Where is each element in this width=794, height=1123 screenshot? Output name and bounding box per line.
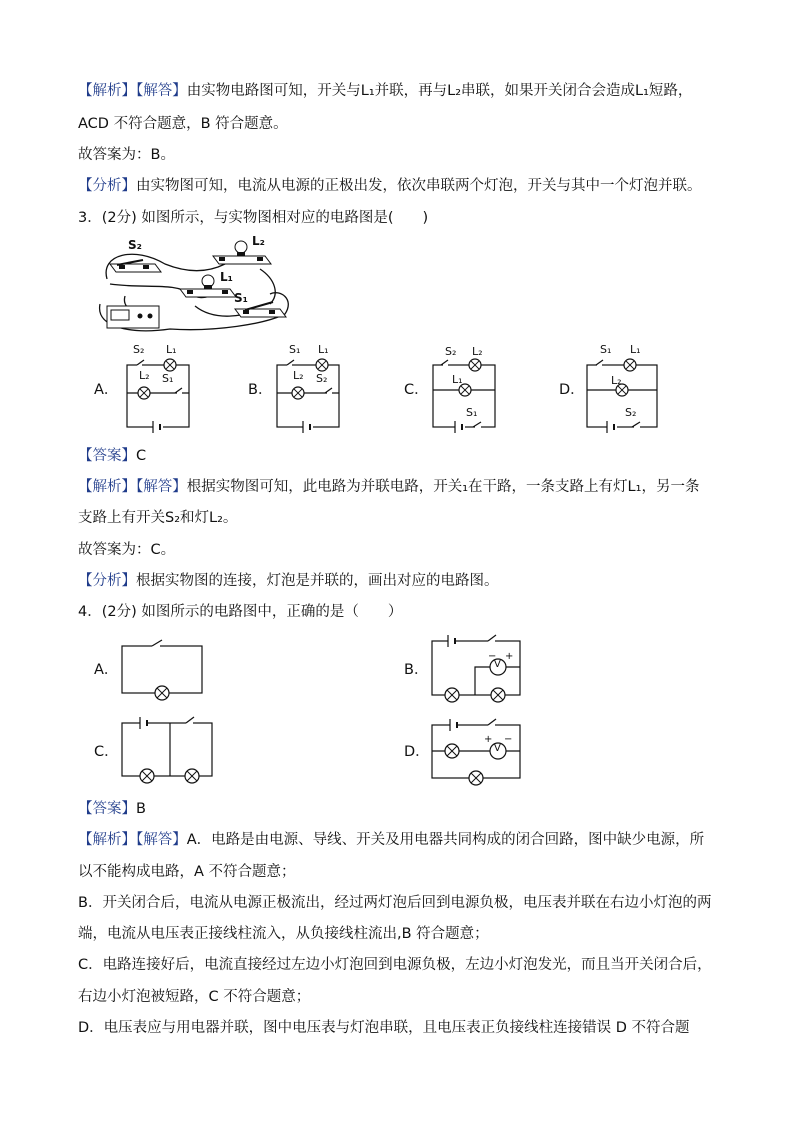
q3-physical-label-l2: L₂ — [252, 234, 265, 248]
q3-d-label-s2: S₂ — [625, 406, 637, 419]
q3-option-a: A． — [94, 382, 119, 398]
q4-option-a-diagram — [122, 640, 202, 693]
q3-c-label-l2: L₂ — [472, 345, 483, 358]
q2-conclusion: 故答案为：B。 — [78, 147, 175, 163]
q4-analysis-d-line-1: D．电压表应与用电器并联，图中电压表与灯泡串联，且电压表正负接线柱连接错误 D 不符合题 — [78, 1020, 690, 1036]
q4-c-lamp-right — [185, 769, 199, 783]
q3-option-c: C． — [404, 382, 429, 398]
q4-option-c: C． — [94, 744, 119, 760]
q4-option-diagrams — [90, 630, 540, 795]
q4-b-lamp-left — [445, 688, 459, 702]
q4-b-voltmeter-label: V — [494, 659, 501, 670]
q3-d-label-l2: L₂ — [611, 374, 622, 387]
q4-option-d: D． — [404, 744, 430, 760]
fenxi-text: 根据实物图的连接，灯泡是并联的，画出对应的电路图。 — [136, 573, 499, 589]
q4-a-lamp — [155, 686, 169, 700]
q3-a-label-s1: S₁ — [162, 372, 174, 385]
q4-c-lamp-left — [140, 769, 154, 783]
q3-physical-battery — [107, 306, 159, 328]
analysis-tag: 【解析】【解答】 — [78, 832, 187, 848]
q3-b-label-l1: L₁ — [318, 343, 329, 356]
q3-physical-label-s2: S₂ — [128, 238, 142, 252]
q3-c-label-s1: S₁ — [466, 406, 478, 419]
q3-analysis-line-1 — [78, 477, 699, 497]
q4-b-lamp-right — [491, 688, 505, 702]
q4-option-b: B． — [404, 662, 429, 678]
q3-b-lamp-l2 — [292, 387, 304, 399]
q4-option-c-diagram — [122, 717, 212, 776]
q3-physical-label-s1: S₁ — [234, 291, 248, 305]
q4-analysis-a-line-2: 以不能构成电路，A 不符合题意； — [78, 864, 296, 880]
q3-option-d: D． — [559, 382, 585, 398]
q4-analysis-c-line-1: C．电路连接好后，电流直接经过左边小灯泡回到电源负极，左边小灯泡发光，而且当开关闭合后， — [78, 957, 712, 973]
q3-d-label-s1: S₁ — [600, 343, 612, 356]
analysis-tag: 【解析】【解答】 — [78, 83, 187, 99]
analysis-text: A．电路是由电源、导线、开关及用电器共同构成的闭合回路，图中缺少电源，所 — [186, 832, 705, 848]
q3-option-b: B． — [248, 382, 273, 398]
answer-value: C — [136, 448, 147, 464]
q4-d-plus-label: + — [484, 734, 493, 745]
q3-fenxi — [78, 571, 499, 591]
q4-analysis-b-line-2: 端，电流从电压表正接线柱流入，从负接线柱流出,B 符合题意； — [78, 926, 489, 942]
q4-b-minus-label: − — [488, 651, 497, 662]
answer-tag: 【答案】 — [78, 448, 136, 464]
q4-d-minus-label: − — [504, 734, 513, 745]
q3-a-label-s2: S₂ — [133, 343, 145, 356]
q3-a-lamp-l1 — [164, 359, 176, 371]
q3-conclusion: 故答案为：C。 — [78, 542, 176, 558]
q3-b-lamp-l1 — [316, 359, 328, 371]
q4-analysis-b-line-1: B．开关闭合后，电流从电源正极流出，经过两灯泡后回到电源负极，电压表并联在右边小灯泡的两 — [78, 895, 712, 911]
q3-a-label-l2: L₂ — [139, 369, 150, 382]
q3-option-a-diagram — [127, 360, 189, 433]
q3-d-label-l1: L₁ — [630, 343, 641, 356]
q3-physical-s2 — [110, 260, 161, 272]
q3-d-lamp-l1 — [624, 359, 636, 371]
q4-stem: 4．(2分) 如图所示的电路图中，正确的是（ ） — [78, 604, 403, 620]
q3-physical-circuit-figure — [95, 234, 295, 334]
q3-physical-label-l1: L₁ — [220, 270, 233, 284]
q3-analysis-line-2: 支路上有开关S₂和灯L₂。 — [78, 510, 238, 526]
q3-b-label-s2: S₂ — [316, 372, 328, 385]
q3-stem: 3．(2分) 如图所示，与实物图相对应的电路图是( ) — [78, 210, 429, 226]
analysis-text: 根据实物图可知，此电路为并联电路，开关₁在干路，一条支路上有灯L₁，另一条 — [186, 479, 700, 495]
q3-b-label-s1: S₁ — [289, 343, 301, 356]
fenxi-tag: 【分析】 — [78, 178, 136, 194]
q3-option-b-diagram — [277, 360, 339, 433]
q4-b-plus-label: + — [505, 651, 514, 662]
q4-d-lamp-bottom — [469, 771, 483, 785]
q3-c-label-s2: S₂ — [445, 345, 457, 358]
q4-d-lamp-top — [445, 744, 459, 758]
q4-option-a: A． — [94, 662, 119, 678]
analysis-tag: 【解析】【解答】 — [78, 479, 187, 495]
q4-d-voltmeter-label: V — [494, 743, 501, 754]
q3-a-label-l1: L₁ — [166, 343, 177, 356]
q2-fenxi — [78, 176, 702, 196]
q3-a-lamp-l2 — [138, 387, 150, 399]
q3-b-label-l2: L₂ — [293, 369, 304, 382]
q4-option-b-diagram — [432, 635, 520, 695]
analysis-text: 由实物电路图可知，开关与L₁并联，再与L₂串联，如果开关闭合会造成L₁短路， — [186, 83, 693, 99]
answer-value: B — [136, 801, 146, 817]
q3-answer — [78, 446, 146, 466]
fenxi-tag: 【分析】 — [78, 573, 136, 589]
fenxi-text: 由实物图可知，电流从电源的正极出发，依次串联两个灯泡，开关与其中一个灯泡并联。 — [136, 178, 702, 194]
q4-analysis-c-line-2: 右边小灯泡被短路，C 不符合题意； — [78, 989, 311, 1005]
q4-answer — [78, 799, 146, 819]
answer-tag: 【答案】 — [78, 801, 136, 817]
q2-analysis-line-2: ACD 不符合题意，B 符合题意。 — [78, 116, 288, 132]
q3-c-label-l1: L₁ — [452, 373, 463, 386]
q4-analysis-a-line-1 — [78, 830, 704, 850]
q3-c-lamp-l2 — [469, 359, 481, 371]
q2-analysis-line-1 — [78, 81, 692, 101]
